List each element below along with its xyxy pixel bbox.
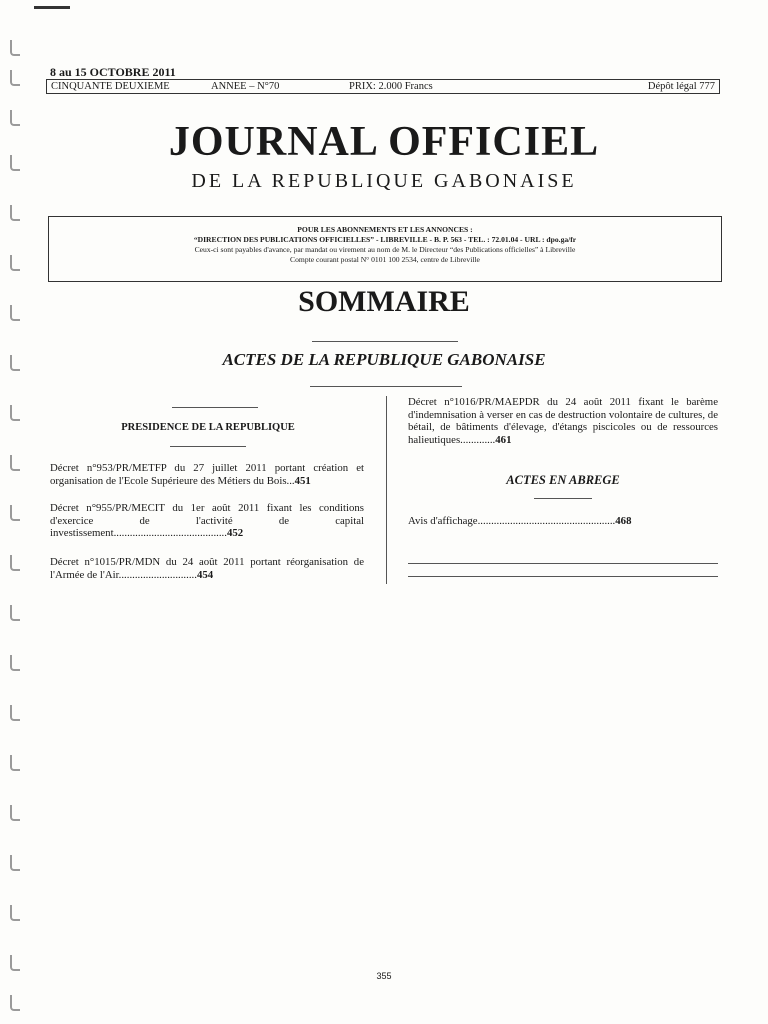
divider bbox=[408, 576, 718, 577]
toc-entry: Décret n°1015/PR/MDN du 24 août 2011 portant réorganisation de l'Armée de l'Air.............................454 bbox=[50, 556, 364, 581]
subscription-heading: POUR LES ABONNEMENTS ET LES ANNONCES : bbox=[297, 225, 473, 234]
actes-title: ACTES DE LA REPUBLIQUE GABONAISE bbox=[222, 350, 546, 369]
subscription-address: “DIRECTION DES PUBLICATIONS OFFICIELLES” - LIBREVILLE - B. P. 563 - TEL. : 72.01.04 - URL : dpo.ga/fr bbox=[193, 235, 577, 244]
divider bbox=[534, 498, 592, 499]
issue-number: ANNEE – N°70 bbox=[211, 81, 280, 92]
divider bbox=[310, 386, 462, 387]
journal-title: JOURNAL OFFICIEL bbox=[168, 119, 600, 165]
subscription-payment: Ceux-ci sont payables d'avance, par mandat ou virement au nom de M. le Directeur “des Publications officielles” à Libreville bbox=[194, 245, 576, 254]
section-heading-presidence: PRESIDENCE DE LA REPUBLIQUE bbox=[121, 422, 295, 433]
issue-date: 8 au 15 OCTOBRE 2011 bbox=[50, 65, 176, 79]
issue-info-bar bbox=[46, 79, 720, 94]
column-separator bbox=[386, 396, 387, 584]
divider bbox=[170, 446, 246, 447]
sommaire-title: SOMMAIRE bbox=[298, 285, 470, 318]
divider bbox=[312, 341, 458, 342]
year-label: CINQUANTE DEUXIEME bbox=[51, 81, 170, 92]
subscription-account: Compte courant postal N° 0101 100 2534, centre de Libreville bbox=[290, 255, 480, 264]
journal-subtitle: DE LA REPUBLIQUE GABONAISE bbox=[191, 170, 577, 192]
page-number: 355 bbox=[376, 971, 392, 981]
price: PRIX: 2.000 Francs bbox=[349, 81, 433, 92]
section-heading-abrege: ACTES EN ABREGE bbox=[506, 473, 620, 487]
subscription-box bbox=[48, 216, 722, 282]
toc-entry: Décret n°955/PR/MECIT du 1er août 2011 fixant les conditions d'exercice de l'activité de capital investissement..........................................452 bbox=[50, 502, 364, 539]
toc-entry: Avis d'affichage...................................................468 bbox=[408, 515, 632, 527]
divider bbox=[172, 407, 258, 408]
toc-entry: Décret n°953/PR/METFP du 27 juillet 2011 portant création et organisation de l'Ecole Supérieure des Métiers du Bois...451 bbox=[50, 462, 364, 487]
divider bbox=[408, 563, 718, 564]
legal-deposit: Dépôt légal 777 bbox=[647, 81, 715, 92]
scan-mark bbox=[34, 6, 70, 9]
toc-entry: Décret n°1016/PR/MAEPDR du 24 août 2011 fixant le barème d'indemnisation à verser en cas de destruction volontaire de cultures, de bétail, de bâtiments d'élevage, d'étangs piscicoles ou de ressources halieutiques.............461 bbox=[408, 396, 718, 446]
